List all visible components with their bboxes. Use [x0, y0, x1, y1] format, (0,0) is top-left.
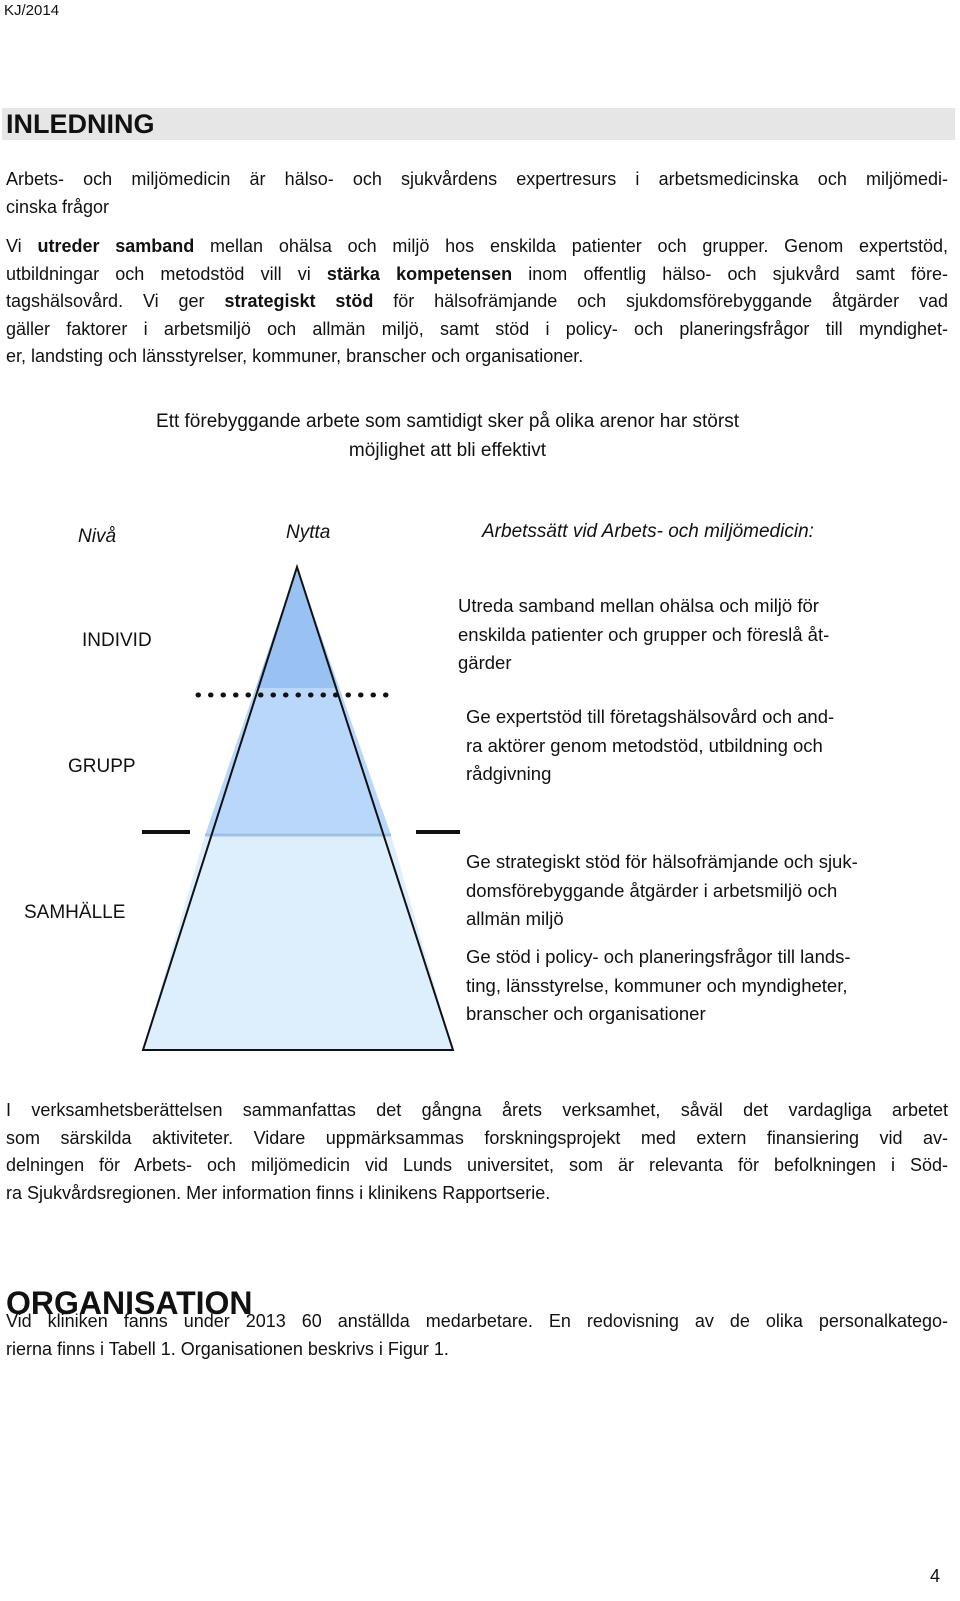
- text-line: ra Sjukvårdsregionen. Mer information finns i klinikens Rapportserie.: [6, 1182, 551, 1203]
- description-line: ra aktörer genom metodstöd, utbildning och: [466, 734, 823, 756]
- description-grupp: [466, 703, 834, 789]
- description-line: Utreda samband mellan ohälsa och miljö för: [458, 595, 819, 616]
- description-line: branscher och organisationer: [466, 1003, 706, 1024]
- section-title-inledning: INLEDNING: [6, 109, 155, 139]
- document-code: KJ/2014: [4, 2, 60, 19]
- text-line: I verksamhetsberättelsen sammanfattas det gångna årets verksamhet, såväl det vardagliga arbetet: [6, 1100, 948, 1120]
- description-samhalle-1: [466, 848, 858, 934]
- column-header-arbetssatt: Arbetssätt vid Arbets- och miljömedicin:: [482, 521, 814, 542]
- description-line: enskilda patienter och grupper och föreslå åt-: [458, 623, 830, 645]
- page-number: 4: [929, 1566, 940, 1586]
- pyramid-top-section: [256, 567, 338, 688]
- text-line: cinska frågor: [6, 196, 110, 217]
- emphasis-text: stärka kompetensen: [326, 263, 513, 284]
- level-label-samhalle: SAMHÄLLE: [24, 902, 126, 923]
- text-line: som särskilda aktiviteter. Vidare uppmärksammas forskningsprojekt med extern finansiering vid av-: [6, 1127, 948, 1148]
- plain-text: tagshälsovård. Vi ger: [6, 291, 225, 311]
- summary-paragraph: [6, 1097, 948, 1207]
- level-label-grupp: GRUPP: [68, 756, 136, 777]
- section-title-organisation: ORGANISATION: [6, 1285, 253, 1321]
- emphasis-text: strategiskt stöd: [224, 291, 374, 311]
- plain-text: mellan ohälsa och miljö hos enskilda patienter och grupper. Genom expertstöd,: [194, 236, 948, 256]
- description-line: ting, länsstyrelse, kommuner och myndigheter,: [466, 974, 848, 996]
- text-line: Arbets- och miljömedicin är hälso- och sjukvårdens expertresurs i arbetsmedicinska och miljömedi-: [6, 169, 948, 189]
- plain-text: för hälsofrämjande och sjukdomsförebyggande åtgärder vad: [373, 291, 948, 311]
- plain-text: Vi: [6, 236, 38, 256]
- plain-text: utbildningar och metodstöd vill vi: [6, 263, 327, 284]
- description-line: allmän miljö: [466, 908, 564, 929]
- pyramid-bottom-section: [143, 835, 453, 1050]
- description-line: domsförebyggande åtgärder i arbetsmiljö och: [466, 879, 838, 901]
- column-header-nytta: Nytta: [286, 522, 331, 543]
- text-line: Vid kliniken fanns under 2013 60 anställda medarbetare. En redovisning av de olika personalkatego-: [6, 1311, 948, 1331]
- text-line: gäller faktorer i arbetsmiljö och allmän miljö, samt stöd i policy- och planeringsfrågor till myndighet-: [6, 318, 948, 339]
- description-line: rådgivning: [466, 763, 552, 784]
- description-line: Ge strategiskt stöd för hälsofrämjande och sjuk-: [466, 851, 858, 872]
- description-line: Ge expertstöd till företagshälsovård och and-: [466, 706, 835, 727]
- plain-text: inom offentlig hälso- och sjukvård samt före-: [512, 263, 948, 284]
- description-samhalle-2: [466, 943, 851, 1029]
- level-label-individ: INDIVID: [82, 630, 152, 651]
- text-line: delningen för Arbets- och miljömedicin vid Lunds universitet, som är relevanta för befolkningen i Söd-: [6, 1155, 948, 1175]
- emphasis-text: utreder samband: [37, 236, 195, 256]
- description-line: Ge stöd i policy- och planeringsfrågor till lands-: [466, 946, 851, 967]
- description-individ: [458, 592, 829, 678]
- text-line: rierna finns i Tabell 1. Organisationen beskrivs i Figur 1.: [6, 1338, 449, 1359]
- description-line: gärder: [458, 652, 512, 673]
- caption-line: möjlighet att bli effektivt: [348, 440, 547, 461]
- caption-line: Ett förebyggande arbete som samtidigt sker på olika arenor har störst: [156, 411, 739, 432]
- column-header-niva: Nivå: [78, 526, 117, 547]
- organisation-paragraph: [6, 1308, 948, 1363]
- text-line: er, landsting och länsstyrelser, kommuner, branscher och organisationer.: [6, 346, 584, 366]
